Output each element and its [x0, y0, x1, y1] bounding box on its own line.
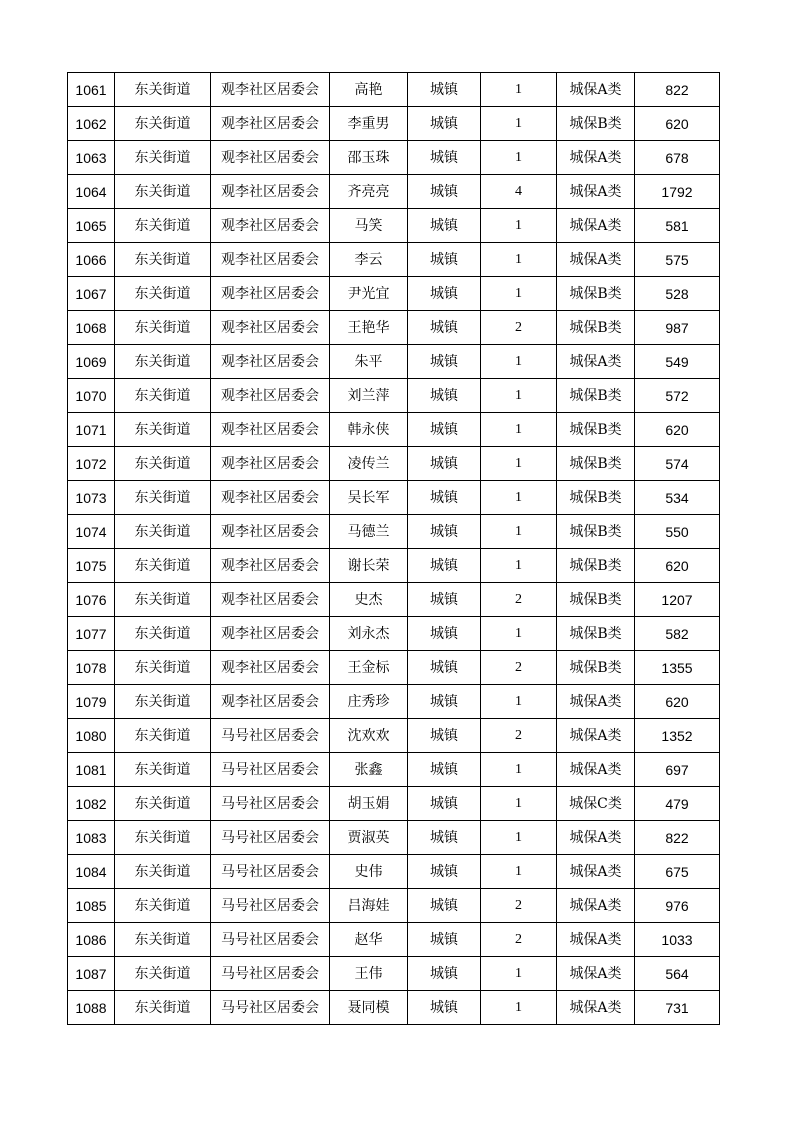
- committee-cell: 观李社区居委会: [211, 107, 330, 141]
- category-cell: 城保A类: [557, 345, 635, 379]
- table-row: [68, 515, 720, 549]
- table-row: [68, 549, 720, 583]
- street-cell: 东关街道: [115, 345, 211, 379]
- category-cell: 城保A类: [557, 243, 635, 277]
- table-row: [68, 923, 720, 957]
- table-row: [68, 889, 720, 923]
- committee-cell: 马号社区居委会: [211, 753, 330, 787]
- committee-cell: 马号社区居委会: [211, 855, 330, 889]
- household-count-cell: 1: [481, 515, 557, 549]
- committee-cell: 马号社区居委会: [211, 787, 330, 821]
- record-number-cell: 1072: [68, 447, 115, 481]
- person-name-cell: 王伟: [330, 957, 408, 991]
- street-cell: 东关街道: [115, 73, 211, 107]
- table-row: [68, 991, 720, 1025]
- committee-cell: 观李社区居委会: [211, 481, 330, 515]
- record-number-cell: 1079: [68, 685, 115, 719]
- category-cell: 城保B类: [557, 311, 635, 345]
- person-name-cell: 王艳华: [330, 311, 408, 345]
- committee-cell: 观李社区居委会: [211, 175, 330, 209]
- household-count-cell: 2: [481, 311, 557, 345]
- household-count-cell: 1: [481, 379, 557, 413]
- amount-cell: 1355: [635, 651, 720, 685]
- table-row: [68, 243, 720, 277]
- category-cell: 城保A类: [557, 957, 635, 991]
- household-count-cell: 1: [481, 957, 557, 991]
- category-cell: 城保B类: [557, 515, 635, 549]
- amount-cell: 581: [635, 209, 720, 243]
- committee-cell: 观李社区居委会: [211, 685, 330, 719]
- person-name-cell: 史杰: [330, 583, 408, 617]
- record-number-cell: 1087: [68, 957, 115, 991]
- table-row: [68, 345, 720, 379]
- area-type-cell: 城镇: [408, 175, 481, 209]
- area-type-cell: 城镇: [408, 821, 481, 855]
- area-type-cell: 城镇: [408, 243, 481, 277]
- area-type-cell: 城镇: [408, 481, 481, 515]
- committee-cell: 观李社区居委会: [211, 515, 330, 549]
- street-cell: 东关街道: [115, 243, 211, 277]
- household-count-cell: 1: [481, 821, 557, 855]
- table-row: [68, 175, 720, 209]
- area-type-cell: 城镇: [408, 719, 481, 753]
- person-name-cell: 吕海娃: [330, 889, 408, 923]
- person-name-cell: 赵华: [330, 923, 408, 957]
- record-number-cell: 1068: [68, 311, 115, 345]
- area-type-cell: 城镇: [408, 107, 481, 141]
- table-row: [68, 73, 720, 107]
- person-name-cell: 李云: [330, 243, 408, 277]
- household-count-cell: 1: [481, 617, 557, 651]
- amount-cell: 976: [635, 889, 720, 923]
- amount-cell: 620: [635, 685, 720, 719]
- amount-cell: 1033: [635, 923, 720, 957]
- household-count-cell: 1: [481, 345, 557, 379]
- committee-cell: 观李社区居委会: [211, 413, 330, 447]
- amount-cell: 678: [635, 141, 720, 175]
- area-type-cell: 城镇: [408, 73, 481, 107]
- amount-cell: 572: [635, 379, 720, 413]
- record-number-cell: 1061: [68, 73, 115, 107]
- street-cell: 东关街道: [115, 617, 211, 651]
- household-count-cell: 2: [481, 719, 557, 753]
- committee-cell: 观李社区居委会: [211, 651, 330, 685]
- record-number-cell: 1074: [68, 515, 115, 549]
- record-number-cell: 1077: [68, 617, 115, 651]
- area-type-cell: 城镇: [408, 209, 481, 243]
- roster-body: [68, 73, 720, 1025]
- amount-cell: 528: [635, 277, 720, 311]
- committee-cell: 观李社区居委会: [211, 277, 330, 311]
- amount-cell: 987: [635, 311, 720, 345]
- committee-cell: 观李社区居委会: [211, 379, 330, 413]
- record-number-cell: 1085: [68, 889, 115, 923]
- household-count-cell: 2: [481, 889, 557, 923]
- amount-cell: 620: [635, 107, 720, 141]
- street-cell: 东关街道: [115, 413, 211, 447]
- table-row: [68, 685, 720, 719]
- record-number-cell: 1086: [68, 923, 115, 957]
- record-number-cell: 1080: [68, 719, 115, 753]
- household-count-cell: 1: [481, 991, 557, 1025]
- area-type-cell: 城镇: [408, 345, 481, 379]
- record-number-cell: 1067: [68, 277, 115, 311]
- area-type-cell: 城镇: [408, 685, 481, 719]
- record-number-cell: 1064: [68, 175, 115, 209]
- category-cell: 城保B类: [557, 481, 635, 515]
- record-number-cell: 1065: [68, 209, 115, 243]
- street-cell: 东关街道: [115, 685, 211, 719]
- street-cell: 东关街道: [115, 923, 211, 957]
- household-count-cell: 1: [481, 447, 557, 481]
- amount-cell: 697: [635, 753, 720, 787]
- person-name-cell: 刘兰萍: [330, 379, 408, 413]
- area-type-cell: 城镇: [408, 889, 481, 923]
- household-count-cell: 1: [481, 107, 557, 141]
- committee-cell: 观李社区居委会: [211, 345, 330, 379]
- committee-cell: 观李社区居委会: [211, 243, 330, 277]
- area-type-cell: 城镇: [408, 447, 481, 481]
- table-row: [68, 209, 720, 243]
- person-name-cell: 凌传兰: [330, 447, 408, 481]
- person-name-cell: 王金标: [330, 651, 408, 685]
- category-cell: 城保A类: [557, 209, 635, 243]
- category-cell: 城保A类: [557, 73, 635, 107]
- committee-cell: 马号社区居委会: [211, 923, 330, 957]
- record-number-cell: 1062: [68, 107, 115, 141]
- amount-cell: 549: [635, 345, 720, 379]
- amount-cell: 1352: [635, 719, 720, 753]
- area-type-cell: 城镇: [408, 753, 481, 787]
- amount-cell: 574: [635, 447, 720, 481]
- table-row: [68, 141, 720, 175]
- record-number-cell: 1081: [68, 753, 115, 787]
- person-name-cell: 高艳: [330, 73, 408, 107]
- category-cell: 城保B类: [557, 413, 635, 447]
- area-type-cell: 城镇: [408, 413, 481, 447]
- category-cell: 城保A类: [557, 821, 635, 855]
- street-cell: 东关街道: [115, 991, 211, 1025]
- street-cell: 东关街道: [115, 447, 211, 481]
- category-cell: 城保B类: [557, 651, 635, 685]
- amount-cell: 550: [635, 515, 720, 549]
- amount-cell: 1207: [635, 583, 720, 617]
- committee-cell: 观李社区居委会: [211, 141, 330, 175]
- category-cell: 城保B类: [557, 617, 635, 651]
- amount-cell: 1792: [635, 175, 720, 209]
- table-row: [68, 719, 720, 753]
- street-cell: 东关街道: [115, 889, 211, 923]
- amount-cell: 479: [635, 787, 720, 821]
- committee-cell: 观李社区居委会: [211, 311, 330, 345]
- household-count-cell: 1: [481, 413, 557, 447]
- table-row: [68, 753, 720, 787]
- street-cell: 东关街道: [115, 311, 211, 345]
- street-cell: 东关街道: [115, 583, 211, 617]
- area-type-cell: 城镇: [408, 583, 481, 617]
- person-name-cell: 贾淑英: [330, 821, 408, 855]
- area-type-cell: 城镇: [408, 141, 481, 175]
- area-type-cell: 城镇: [408, 379, 481, 413]
- amount-cell: 822: [635, 821, 720, 855]
- person-name-cell: 邵玉珠: [330, 141, 408, 175]
- table-row: [68, 379, 720, 413]
- area-type-cell: 城镇: [408, 787, 481, 821]
- street-cell: 东关街道: [115, 787, 211, 821]
- category-cell: 城保C类: [557, 787, 635, 821]
- record-number-cell: 1063: [68, 141, 115, 175]
- street-cell: 东关街道: [115, 549, 211, 583]
- household-count-cell: 1: [481, 243, 557, 277]
- record-number-cell: 1069: [68, 345, 115, 379]
- household-count-cell: 2: [481, 923, 557, 957]
- person-name-cell: 尹光宜: [330, 277, 408, 311]
- category-cell: 城保A类: [557, 175, 635, 209]
- roster-table: [67, 72, 720, 1025]
- person-name-cell: 李重男: [330, 107, 408, 141]
- household-count-cell: 2: [481, 583, 557, 617]
- table-row: [68, 447, 720, 481]
- person-name-cell: 马笑: [330, 209, 408, 243]
- person-name-cell: 沈欢欢: [330, 719, 408, 753]
- table-row: [68, 413, 720, 447]
- amount-cell: 620: [635, 549, 720, 583]
- table-row: [68, 957, 720, 991]
- person-name-cell: 吴长军: [330, 481, 408, 515]
- street-cell: 东关街道: [115, 651, 211, 685]
- street-cell: 东关街道: [115, 107, 211, 141]
- committee-cell: 马号社区居委会: [211, 889, 330, 923]
- committee-cell: 马号社区居委会: [211, 719, 330, 753]
- person-name-cell: 马德兰: [330, 515, 408, 549]
- area-type-cell: 城镇: [408, 277, 481, 311]
- committee-cell: 马号社区居委会: [211, 991, 330, 1025]
- household-count-cell: 1: [481, 855, 557, 889]
- committee-cell: 马号社区居委会: [211, 821, 330, 855]
- record-number-cell: 1082: [68, 787, 115, 821]
- category-cell: 城保A类: [557, 991, 635, 1025]
- table-row: [68, 821, 720, 855]
- area-type-cell: 城镇: [408, 991, 481, 1025]
- street-cell: 东关街道: [115, 719, 211, 753]
- amount-cell: 822: [635, 73, 720, 107]
- record-number-cell: 1083: [68, 821, 115, 855]
- amount-cell: 731: [635, 991, 720, 1025]
- person-name-cell: 胡玉娟: [330, 787, 408, 821]
- table-row: [68, 481, 720, 515]
- committee-cell: 观李社区居委会: [211, 583, 330, 617]
- area-type-cell: 城镇: [408, 311, 481, 345]
- table-row: [68, 855, 720, 889]
- committee-cell: 观李社区居委会: [211, 549, 330, 583]
- street-cell: 东关街道: [115, 481, 211, 515]
- record-number-cell: 1076: [68, 583, 115, 617]
- household-count-cell: 1: [481, 141, 557, 175]
- record-number-cell: 1088: [68, 991, 115, 1025]
- record-number-cell: 1075: [68, 549, 115, 583]
- amount-cell: 582: [635, 617, 720, 651]
- area-type-cell: 城镇: [408, 855, 481, 889]
- street-cell: 东关街道: [115, 209, 211, 243]
- amount-cell: 675: [635, 855, 720, 889]
- street-cell: 东关街道: [115, 277, 211, 311]
- table-row: [68, 107, 720, 141]
- record-number-cell: 1084: [68, 855, 115, 889]
- street-cell: 东关街道: [115, 141, 211, 175]
- area-type-cell: 城镇: [408, 923, 481, 957]
- committee-cell: 观李社区居委会: [211, 447, 330, 481]
- area-type-cell: 城镇: [408, 651, 481, 685]
- category-cell: 城保A类: [557, 719, 635, 753]
- street-cell: 东关街道: [115, 175, 211, 209]
- amount-cell: 534: [635, 481, 720, 515]
- category-cell: 城保A类: [557, 889, 635, 923]
- record-number-cell: 1071: [68, 413, 115, 447]
- street-cell: 东关街道: [115, 855, 211, 889]
- record-number-cell: 1078: [68, 651, 115, 685]
- table-row: [68, 787, 720, 821]
- committee-cell: 观李社区居委会: [211, 73, 330, 107]
- street-cell: 东关街道: [115, 379, 211, 413]
- person-name-cell: 齐亮亮: [330, 175, 408, 209]
- category-cell: 城保B类: [557, 379, 635, 413]
- household-count-cell: 1: [481, 73, 557, 107]
- household-count-cell: 1: [481, 685, 557, 719]
- category-cell: 城保B类: [557, 549, 635, 583]
- record-number-cell: 1066: [68, 243, 115, 277]
- area-type-cell: 城镇: [408, 515, 481, 549]
- person-name-cell: 聂同模: [330, 991, 408, 1025]
- table-row: [68, 277, 720, 311]
- household-count-cell: 1: [481, 753, 557, 787]
- household-count-cell: 1: [481, 209, 557, 243]
- record-number-cell: 1073: [68, 481, 115, 515]
- person-name-cell: 史伟: [330, 855, 408, 889]
- household-count-cell: 1: [481, 787, 557, 821]
- household-count-cell: 1: [481, 277, 557, 311]
- record-number-cell: 1070: [68, 379, 115, 413]
- table-row: [68, 311, 720, 345]
- category-cell: 城保B类: [557, 583, 635, 617]
- category-cell: 城保B类: [557, 107, 635, 141]
- person-name-cell: 谢长荣: [330, 549, 408, 583]
- area-type-cell: 城镇: [408, 617, 481, 651]
- category-cell: 城保A类: [557, 855, 635, 889]
- street-cell: 东关街道: [115, 957, 211, 991]
- street-cell: 东关街道: [115, 515, 211, 549]
- category-cell: 城保B类: [557, 277, 635, 311]
- committee-cell: 观李社区居委会: [211, 617, 330, 651]
- category-cell: 城保A类: [557, 141, 635, 175]
- person-name-cell: 刘永杰: [330, 617, 408, 651]
- person-name-cell: 庄秀珍: [330, 685, 408, 719]
- person-name-cell: 张鑫: [330, 753, 408, 787]
- household-count-cell: 4: [481, 175, 557, 209]
- table-row: [68, 651, 720, 685]
- household-count-cell: 1: [481, 549, 557, 583]
- category-cell: 城保A类: [557, 685, 635, 719]
- category-cell: 城保A类: [557, 923, 635, 957]
- household-count-cell: 2: [481, 651, 557, 685]
- committee-cell: 马号社区居委会: [211, 957, 330, 991]
- person-name-cell: 韩永侠: [330, 413, 408, 447]
- table-row: [68, 583, 720, 617]
- category-cell: 城保B类: [557, 447, 635, 481]
- table-row: [68, 617, 720, 651]
- street-cell: 东关街道: [115, 821, 211, 855]
- amount-cell: 575: [635, 243, 720, 277]
- amount-cell: 564: [635, 957, 720, 991]
- committee-cell: 观李社区居委会: [211, 209, 330, 243]
- household-count-cell: 1: [481, 481, 557, 515]
- category-cell: 城保A类: [557, 753, 635, 787]
- street-cell: 东关街道: [115, 753, 211, 787]
- area-type-cell: 城镇: [408, 957, 481, 991]
- person-name-cell: 朱平: [330, 345, 408, 379]
- amount-cell: 620: [635, 413, 720, 447]
- area-type-cell: 城镇: [408, 549, 481, 583]
